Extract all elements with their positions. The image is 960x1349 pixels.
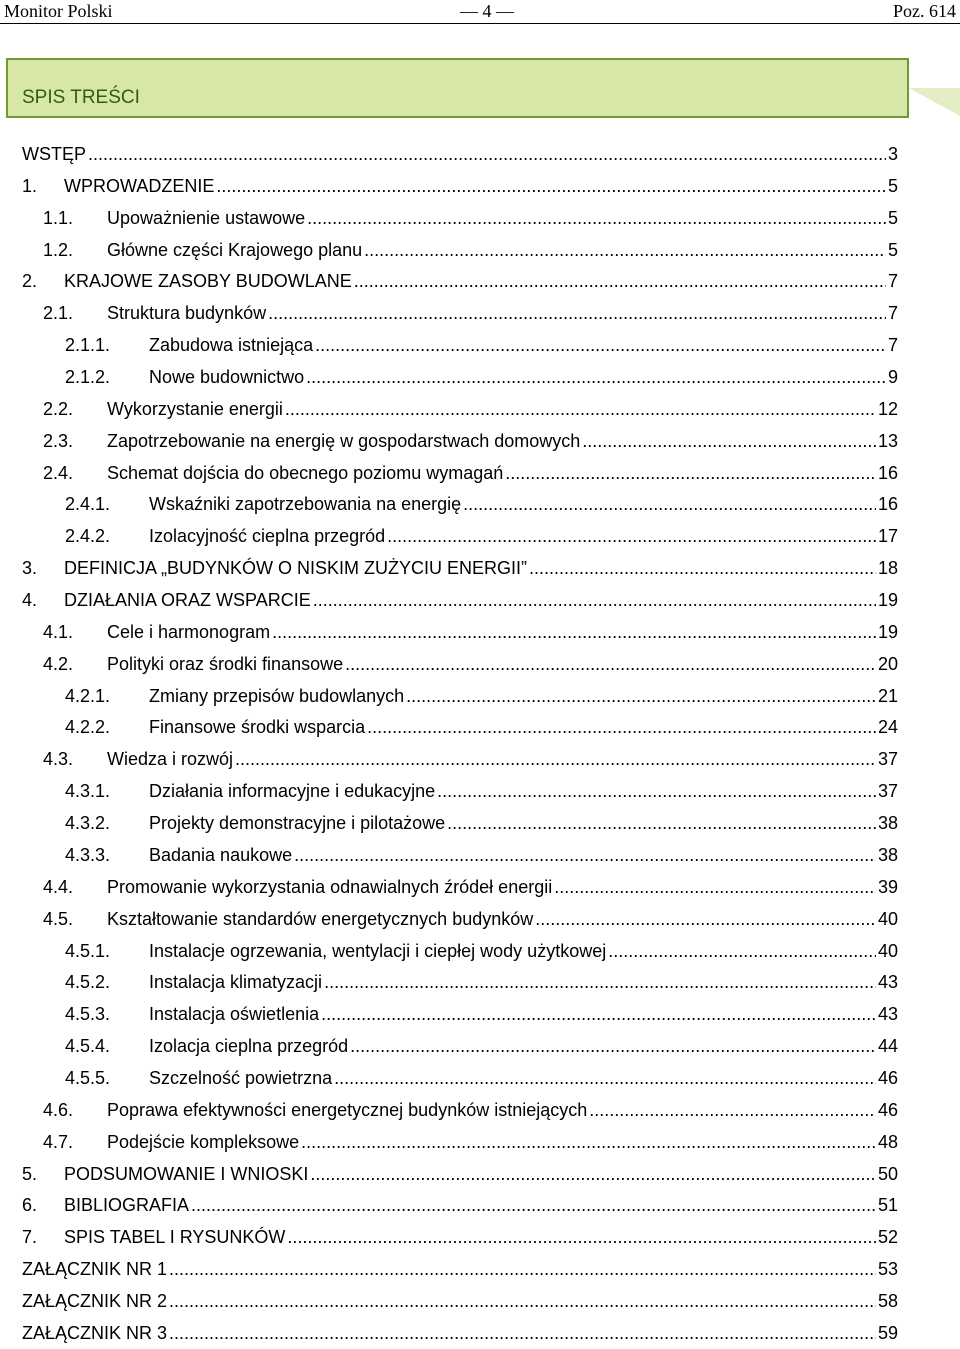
toc-leader-dots <box>235 749 876 770</box>
toc-leader-dots <box>345 654 876 675</box>
toc-leader-dots <box>272 622 876 643</box>
toc-entry-title: DEFINICJA „BUDYNKÓW O NISKIM ZUŻYCIU ENERGII” <box>64 558 528 578</box>
toc-entry-title: Podejście kompleksowe <box>107 1132 300 1152</box>
toc-leader-dots <box>364 240 886 261</box>
toc-entry[interactable] <box>43 654 898 680</box>
toc-entry-page: 38 <box>877 813 898 833</box>
toc-entry-page: 17 <box>877 526 898 546</box>
toc-entry[interactable] <box>65 335 898 361</box>
toc-entry-number: 2.1. <box>43 303 74 323</box>
toc-entry-page: 59 <box>877 1323 898 1343</box>
toc-entry[interactable] <box>43 431 898 457</box>
toc-entry-title: Instalacje ogrzewania, wentylacji i ciepłej wody użytkowej <box>149 941 607 961</box>
toc-entry-title: Izolacyjność cieplna przegród <box>149 526 386 546</box>
toc-entry-title: Kształtowanie standardów energetycznych budynków <box>107 909 534 929</box>
toc-entry-title: Szczelność powietrzna <box>149 1068 333 1088</box>
toc-entry[interactable] <box>22 590 898 616</box>
toc-entry-title: Nowe budownictwo <box>149 367 305 387</box>
toc-entry-number: 2. <box>22 271 38 291</box>
toc-leader-dots <box>608 941 876 962</box>
toc-entry[interactable] <box>65 781 898 807</box>
toc-entry-number: 2.1.1. <box>65 335 111 355</box>
toc-entry[interactable] <box>43 909 898 935</box>
toc-entry-page: 13 <box>877 431 898 451</box>
toc-entry-number: 4. <box>22 590 38 610</box>
toc-entry[interactable] <box>43 303 898 329</box>
toc-leader-dots <box>367 717 876 738</box>
toc-entry-title: Struktura budynków <box>107 303 267 323</box>
toc-entry-title: Wiedza i rozwój <box>107 749 234 769</box>
toc-entry-page: 7 <box>887 335 898 355</box>
toc-entry-page: 37 <box>877 781 898 801</box>
toc-entry-page: 38 <box>877 845 898 865</box>
toc-entry[interactable] <box>22 1291 898 1317</box>
header-rule <box>0 23 960 24</box>
toc-entry-title: Zabudowa istniejąca <box>149 335 314 355</box>
toc-leader-dots <box>535 909 876 930</box>
toc-entry[interactable] <box>65 1036 898 1062</box>
toc-entry-title: Wykorzystanie energii <box>107 399 283 419</box>
toc-leader-dots <box>306 367 886 388</box>
toc-entry[interactable] <box>65 941 898 967</box>
toc-entry-number: 2.4.1. <box>65 494 111 514</box>
toc-entry-number: 7. <box>22 1227 38 1247</box>
publication-name: Monitor Polski <box>4 1 113 21</box>
toc-heading: SPIS TREŚCI <box>22 87 140 108</box>
toc-leader-dots <box>505 463 876 484</box>
toc-entry[interactable] <box>43 622 898 648</box>
toc-leader-dots <box>307 208 886 229</box>
toc-entry-page: 52 <box>877 1227 898 1247</box>
toc-leader-dots <box>324 972 876 993</box>
toc-entry-number: 6. <box>22 1195 38 1215</box>
toc-entry-number: 2.2. <box>43 399 74 419</box>
toc-entry-title: Promowanie wykorzystania odnawialnych źródeł energii <box>107 877 553 897</box>
toc-entry-number: 4.5.5. <box>65 1068 111 1088</box>
toc-entry[interactable] <box>43 749 898 775</box>
toc-entry-number: 4.4. <box>43 877 74 897</box>
toc-entry[interactable] <box>43 208 898 234</box>
toc-entry-page: 48 <box>877 1132 898 1152</box>
toc-leader-dots <box>169 1259 876 1280</box>
toc-entry-number: 3. <box>22 558 38 578</box>
toc-entry-title: ZAŁĄCZNIK NR 1 <box>22 1259 168 1279</box>
toc-leader-dots <box>437 781 876 802</box>
toc-entry-title: SPIS TABEL I RYSUNKÓW <box>64 1227 286 1247</box>
toc-entry-page: 7 <box>887 271 898 291</box>
toc-leader-dots <box>191 1195 876 1216</box>
toc-entry-page: 20 <box>877 654 898 674</box>
toc-entry-title: Instalacja oświetlenia <box>149 1004 320 1024</box>
toc-entry-title: Zapotrzebowanie na energię w gospodarstwach domowych <box>107 431 581 451</box>
toc-entry-page: 12 <box>877 399 898 419</box>
toc-entry-number: 2.4. <box>43 463 74 483</box>
toc-entry-number: 4.5. <box>43 909 74 929</box>
toc-entry[interactable] <box>65 813 898 839</box>
toc-entry-title: DZIAŁANIA ORAZ WSPARCIE <box>64 590 311 610</box>
toc-entry-number: 2.1.2. <box>65 367 111 387</box>
toc-entry[interactable] <box>43 240 898 266</box>
toc-leader-dots <box>301 1132 876 1153</box>
toc-entry[interactable] <box>65 1004 898 1030</box>
toc-entry-page: 5 <box>887 176 898 196</box>
toc-entry[interactable] <box>65 494 898 520</box>
toc-entry-page: 3 <box>887 144 898 164</box>
toc-entry-title: Schemat dojścia do obecnego poziomu wymagań <box>107 463 504 483</box>
toc-entry-number: 4.5.1. <box>65 941 111 961</box>
toc-entry-title: WPROWADZENIE <box>64 176 215 196</box>
toc-entry[interactable] <box>22 1259 898 1285</box>
toc-entry[interactable] <box>43 463 898 489</box>
toc-entry-number: 1. <box>22 176 38 196</box>
toc-entry-number: 5. <box>22 1164 38 1184</box>
toc-leader-dots <box>529 558 876 579</box>
toc-entry[interactable] <box>43 1100 898 1126</box>
toc-entry-page: 7 <box>887 303 898 323</box>
toc-entry-page: 16 <box>877 463 898 483</box>
toc-entry-page: 19 <box>877 590 898 610</box>
toc-entry-title: Poprawa efektywności energetycznej budynków istniejących <box>107 1100 588 1120</box>
toc-leader-dots <box>294 845 876 866</box>
toc-entry-page: 58 <box>877 1291 898 1311</box>
toc-entry-title: ZAŁĄCZNIK NR 3 <box>22 1323 168 1343</box>
toc-leader-dots <box>216 176 886 197</box>
toc-entry-number: 4.5.2. <box>65 972 111 992</box>
toc-entry-page: 5 <box>887 208 898 228</box>
toc-entry-number: 4.3. <box>43 749 74 769</box>
toc-leader-dots <box>354 271 886 292</box>
toc-entry-page: 51 <box>877 1195 898 1215</box>
toc-entry-title: Upoważnienie ustawowe <box>107 208 306 228</box>
toc-leader-dots <box>268 303 886 324</box>
toc-entry-page: 43 <box>877 972 898 992</box>
toc-entry-number: 4.2. <box>43 654 74 674</box>
toc-entry-page: 53 <box>877 1259 898 1279</box>
toc-leader-dots <box>313 590 876 611</box>
toc-entry-title: Izolacja cieplna przegród <box>149 1036 349 1056</box>
toc-entry-page: 46 <box>877 1100 898 1120</box>
toc-entry-number: 4.6. <box>43 1100 74 1120</box>
toc-entry-page: 40 <box>877 909 898 929</box>
toc-entry[interactable] <box>22 1195 898 1221</box>
toc-leader-dots <box>169 1323 876 1344</box>
position-number: Poz. 614 <box>893 1 956 21</box>
toc-entry[interactable] <box>65 686 898 712</box>
toc-banner <box>6 58 909 118</box>
toc-entry-title: Wskaźniki zapotrzebowania na energię <box>149 494 462 514</box>
toc-entry[interactable] <box>43 877 898 903</box>
toc-entry-title: Zmiany przepisów budowlanych <box>149 686 405 706</box>
toc-entry-number: 4.5.3. <box>65 1004 111 1024</box>
toc-entry-title: Finansowe środki wsparcia <box>149 717 366 737</box>
toc-entry-number: 4.5.4. <box>65 1036 111 1056</box>
toc-leader-dots <box>350 1036 876 1057</box>
toc-entry[interactable] <box>65 1068 898 1094</box>
toc-leader-dots <box>582 431 876 452</box>
toc-entry-page: 50 <box>877 1164 898 1184</box>
banner-decoration <box>909 88 960 116</box>
toc-entry-number: 1.2. <box>43 240 74 260</box>
toc-entry-number: 4.7. <box>43 1132 74 1152</box>
toc-entry-page: 5 <box>887 240 898 260</box>
toc-leader-dots <box>310 1164 876 1185</box>
toc-entry-page: 37 <box>877 749 898 769</box>
toc-entry-number: 4.3.1. <box>65 781 111 801</box>
toc-entry[interactable] <box>22 558 898 584</box>
toc-entry-page: 24 <box>877 717 898 737</box>
toc-entry[interactable] <box>65 717 898 743</box>
toc-entry-title: Instalacja klimatyzacji <box>149 972 323 992</box>
toc-entry-title: KRAJOWE ZASOBY BUDOWLANE <box>64 271 352 291</box>
toc-entry[interactable] <box>65 526 898 552</box>
toc-entry-page: 44 <box>877 1036 898 1056</box>
toc-entry-page: 21 <box>877 686 898 706</box>
toc-leader-dots <box>334 1068 876 1089</box>
toc-entry-number: 4.2.1. <box>65 686 111 706</box>
toc-leader-dots <box>315 335 886 356</box>
toc-entry-number: 4.1. <box>43 622 74 642</box>
toc-entry-title: PODSUMOWANIE I WNIOSKI <box>64 1164 309 1184</box>
toc-entry-number: 4.3.3. <box>65 845 111 865</box>
toc-entry-number: 1.1. <box>43 208 74 228</box>
toc-entry-title: BIBLIOGRAFIA <box>64 1195 190 1215</box>
toc-entry-number: 4.3.2. <box>65 813 111 833</box>
toc-leader-dots <box>447 813 876 834</box>
toc-leader-dots <box>406 686 876 707</box>
toc-entry-page: 19 <box>877 622 898 642</box>
toc-leader-dots <box>463 494 876 515</box>
toc-leader-dots <box>387 526 876 547</box>
toc-entry-title: ZAŁĄCZNIK NR 2 <box>22 1291 168 1311</box>
page-header <box>0 0 960 24</box>
toc-leader-dots <box>287 1227 876 1248</box>
toc-entry-title: Cele i harmonogram <box>107 622 271 642</box>
toc-entry[interactable] <box>43 399 898 425</box>
toc-entry-title: Projekty demonstracyjne i pilotażowe <box>149 813 446 833</box>
toc-leader-dots <box>321 1004 876 1025</box>
toc-entry[interactable] <box>65 845 898 871</box>
toc-entry[interactable] <box>22 271 898 297</box>
toc-entry[interactable] <box>22 1323 898 1349</box>
toc-leader-dots <box>88 144 886 165</box>
toc-entry-title: Badania naukowe <box>149 845 293 865</box>
toc-entry-page: 16 <box>877 494 898 514</box>
toc-leader-dots <box>169 1291 876 1312</box>
toc-entry-title: Polityki oraz środki finansowe <box>107 654 344 674</box>
toc-entry-page: 40 <box>877 941 898 961</box>
toc-entry[interactable] <box>22 1164 898 1190</box>
toc-leader-dots <box>589 1100 876 1121</box>
toc-entry[interactable] <box>22 176 898 202</box>
toc-entry[interactable] <box>22 144 898 170</box>
toc-entry-page: 43 <box>877 1004 898 1024</box>
toc-leader-dots <box>554 877 876 898</box>
toc-entry-number: 2.3. <box>43 431 74 451</box>
toc-entry-title: Główne części Krajowego planu <box>107 240 363 260</box>
toc-entry-title: Działania informacyjne i edukacyjne <box>149 781 436 801</box>
toc-entry-number: 2.4.2. <box>65 526 111 546</box>
toc-entry[interactable] <box>43 1132 898 1158</box>
toc-entry-page: 18 <box>877 558 898 578</box>
toc-entry-title: WSTĘP <box>22 144 87 164</box>
page-number: — 4 — <box>460 1 514 21</box>
toc-entry[interactable] <box>65 367 898 393</box>
toc-entry-page: 39 <box>877 877 898 897</box>
toc-entry[interactable] <box>22 1227 898 1253</box>
toc-entry-page: 9 <box>887 367 898 387</box>
toc-entry-page: 46 <box>877 1068 898 1088</box>
toc-entry[interactable] <box>65 972 898 998</box>
toc-entry-number: 4.2.2. <box>65 717 111 737</box>
toc-leader-dots <box>285 399 876 420</box>
